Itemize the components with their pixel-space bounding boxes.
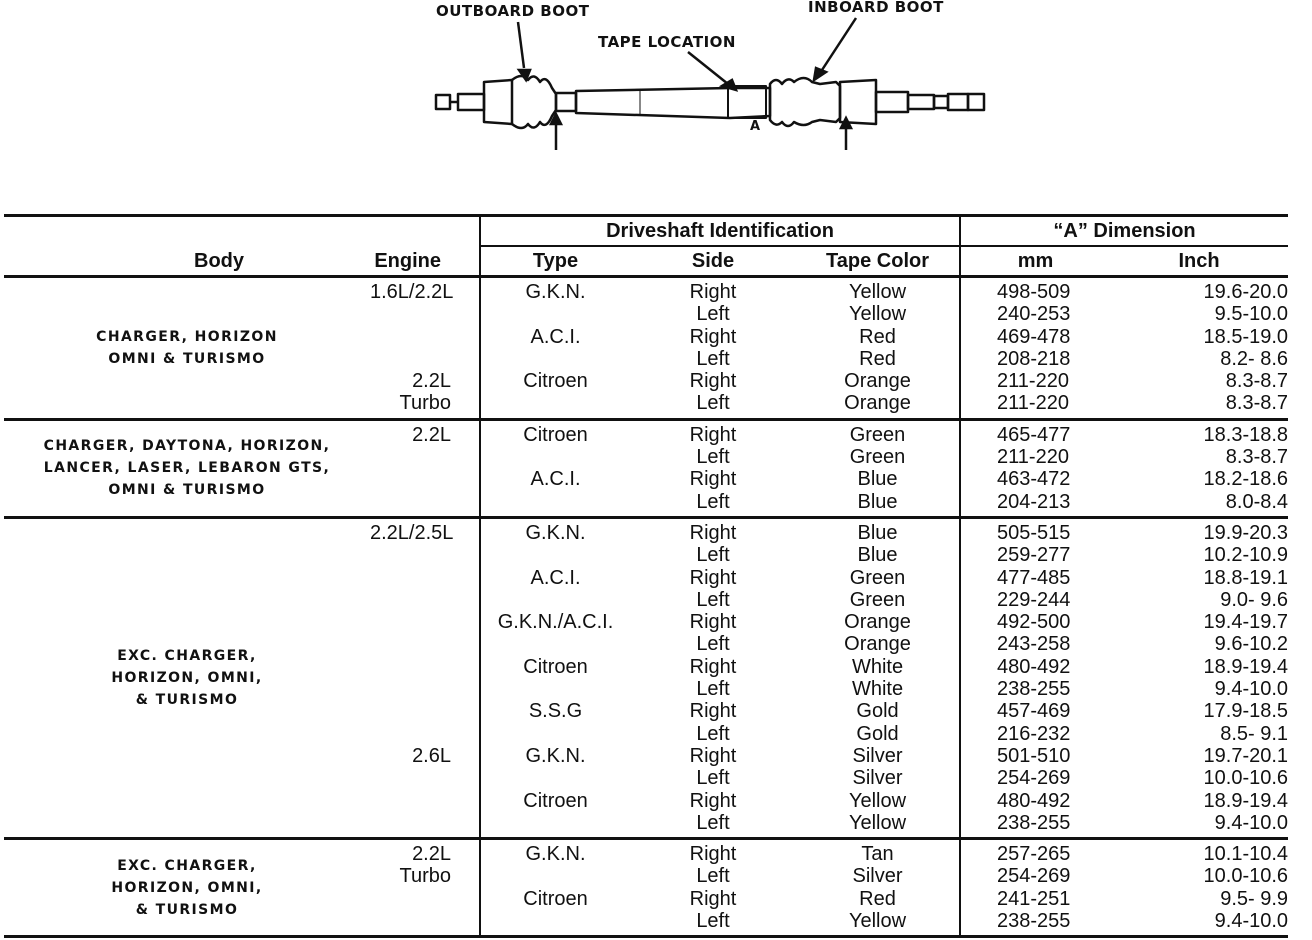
- cell-line: Right: [689, 281, 737, 303]
- cell-line: Left: [696, 446, 730, 469]
- cell-line: 465-477: [997, 423, 1071, 446]
- body-line: LANCER, LASER, LEBARON GTS,: [43, 460, 331, 477]
- side-cell: [630, 839, 796, 937]
- cell-line: G.K.N.: [525, 843, 586, 866]
- tape-color-header: Tape Color: [796, 246, 960, 277]
- cell-line: A.C.I.: [530, 468, 581, 491]
- cell-line: [370, 611, 451, 633]
- cell-line: 9.6-10.2: [1214, 633, 1289, 656]
- body-line: & TURISMO: [135, 901, 239, 918]
- cell-line: 8.3-8.7: [1225, 370, 1289, 393]
- cell-line: Right: [689, 423, 737, 446]
- cell-line: [370, 468, 451, 490]
- main-shaft: [576, 88, 770, 118]
- cell-line: [481, 589, 630, 611]
- driveshaft-diagram: [0, 0, 1312, 160]
- cell-line: Citroen: [523, 423, 588, 446]
- cell-line: [370, 812, 451, 834]
- cell-line: 18.5-19.0: [1203, 325, 1289, 348]
- cell-line: Orange: [844, 633, 911, 656]
- cell-line: [481, 678, 630, 700]
- cell-line: Left: [696, 910, 730, 933]
- cell-line: Tan: [861, 843, 894, 866]
- cell-line: Left: [696, 544, 730, 567]
- cell-line: [370, 700, 451, 722]
- cell-line: Green: [849, 566, 906, 589]
- engine-cell: [370, 419, 480, 517]
- table-row-group: [4, 517, 1288, 838]
- cell-line: 2.2L Turbo: [399, 843, 451, 888]
- mm-cell: [960, 517, 1110, 838]
- inch-cell: [1110, 839, 1288, 937]
- cell-line: 9.0- 9.6: [1220, 588, 1289, 611]
- type-cell: [480, 277, 630, 420]
- type-cell: [480, 419, 630, 517]
- cell-line: 19.4-19.7: [1203, 611, 1289, 634]
- cell-line: 18.8-19.1: [1203, 566, 1289, 589]
- body-line: & TURISMO: [135, 692, 239, 709]
- cell-line: 9.4-10.0: [1214, 811, 1289, 834]
- inboard-boot: [770, 78, 840, 126]
- cell-line: 501-510: [997, 744, 1071, 767]
- cell-line: Citroen: [523, 655, 588, 678]
- cell-line: Right: [689, 370, 737, 393]
- cell-line: 17.9-18.5: [1203, 700, 1289, 723]
- cell-line: 18.2-18.6: [1203, 468, 1289, 491]
- cell-line: White: [851, 655, 904, 678]
- cell-line: 10.0-10.6: [1203, 767, 1289, 790]
- cell-line: [370, 723, 451, 745]
- cell-line: Right: [689, 325, 737, 348]
- cell-line: 1.6L/2.2L: [370, 281, 454, 303]
- cell-line: Orange: [844, 370, 911, 393]
- cell-line: [481, 348, 630, 370]
- side-cell: [630, 277, 796, 420]
- cell-line: [481, 812, 630, 834]
- cell-line: Green: [849, 423, 906, 446]
- cell-line: 10.1-10.4: [1203, 843, 1289, 866]
- table-row-group: [4, 839, 1288, 937]
- cell-line: [370, 544, 451, 566]
- cell-line: [370, 446, 451, 468]
- cell-line: 9.4-10.0: [1214, 678, 1289, 701]
- cell-line: Yellow: [848, 811, 907, 834]
- body-header: Body: [4, 246, 370, 277]
- cell-line: 457-469: [997, 700, 1071, 723]
- cell-line: White: [851, 678, 904, 701]
- cell-line: [370, 910, 451, 932]
- tape-color-cell: [796, 839, 960, 937]
- cell-line: [370, 656, 451, 678]
- cell-line: Left: [696, 392, 730, 415]
- cell-line: [481, 767, 630, 789]
- a-dimension-header: “A” Dimension: [960, 216, 1288, 247]
- engine-cell: [370, 839, 480, 937]
- cell-line: 254-269: [997, 865, 1071, 888]
- cell-line: Left: [696, 865, 730, 888]
- cell-line: 238-255: [997, 678, 1071, 701]
- cell-line: 480-492: [997, 655, 1071, 678]
- cell-line: G.K.N.: [525, 281, 586, 303]
- cell-line: A.C.I.: [530, 566, 581, 589]
- spec-table: [4, 214, 1288, 938]
- cell-line: Yellow: [848, 281, 907, 303]
- cell-line: 2.6L: [412, 744, 451, 767]
- cell-line: Red: [859, 887, 896, 910]
- cell-line: Left: [696, 347, 730, 370]
- cell-line: 259-277: [997, 544, 1071, 567]
- cell-line: 480-492: [997, 789, 1071, 812]
- cell-line: Right: [689, 611, 737, 634]
- cell-line: [481, 723, 630, 745]
- cell-line: [481, 303, 630, 325]
- side-header: Side: [630, 246, 796, 277]
- cell-line: [481, 544, 630, 566]
- cell-line: Red: [859, 347, 896, 370]
- mm-cell: [960, 277, 1110, 420]
- cell-line: Right: [689, 700, 737, 723]
- side-cell: [630, 517, 796, 838]
- cell-line: [481, 491, 630, 513]
- cell-line: Right: [689, 655, 737, 678]
- cell-line: 238-255: [997, 910, 1071, 933]
- cell-line: [481, 446, 630, 468]
- cell-line: 211-220: [997, 446, 1069, 469]
- cell-line: Gold: [856, 722, 899, 745]
- cell-line: [370, 888, 451, 910]
- cell-line: Left: [696, 490, 730, 513]
- body-line: CHARGER, DAYTONA, HORIZON,: [43, 438, 331, 455]
- cell-line: Right: [689, 566, 737, 589]
- cell-line: 9.5- 9.9: [1220, 887, 1289, 910]
- cell-line: Left: [696, 767, 730, 790]
- cell-line: 257-265: [997, 843, 1071, 866]
- body-line: HORIZON, OMNI,: [111, 879, 263, 896]
- inch-header: Inch: [1110, 246, 1288, 277]
- cell-line: Orange: [844, 392, 911, 415]
- cell-line: 9.5-10.0: [1214, 303, 1289, 326]
- cell-line: 19.6-20.0: [1203, 281, 1289, 303]
- cell-line: 18.9-19.4: [1203, 789, 1289, 812]
- cell-line: [370, 633, 451, 655]
- body-line: OMNI & TURISMO: [108, 350, 266, 367]
- body-cell: [4, 419, 370, 517]
- type-cell: [480, 517, 630, 838]
- cell-line: 2.2L Turbo: [399, 370, 451, 415]
- cell-line: Blue: [857, 490, 898, 513]
- cell-line: [370, 678, 451, 700]
- cell-line: Gold: [856, 700, 899, 723]
- cell-line: 211-220: [997, 370, 1069, 393]
- cell-line: Left: [696, 588, 730, 611]
- cell-line: Silver: [852, 865, 903, 888]
- cell-line: Citroen: [523, 887, 588, 910]
- outboard-boot-label: OUTBOARD BOOT: [436, 2, 590, 20]
- cell-line: 498-509: [997, 281, 1071, 303]
- cell-line: Yellow: [848, 789, 907, 812]
- engine-cell: [370, 517, 480, 838]
- cell-line: [370, 326, 451, 348]
- cell-line: Orange: [844, 611, 911, 634]
- cell-line: 9.4-10.0: [1214, 910, 1289, 933]
- cell-line: 8.3-8.7: [1225, 446, 1289, 469]
- cell-line: [370, 589, 451, 611]
- cell-line: 18.9-19.4: [1203, 655, 1289, 678]
- driveshaft-identification-header: Driveshaft Identification: [480, 216, 960, 247]
- cell-line: 463-472: [997, 468, 1071, 491]
- cell-line: 8.3-8.7: [1225, 392, 1289, 415]
- cell-line: Yellow: [848, 303, 907, 326]
- cell-line: Right: [689, 789, 737, 812]
- cell-line: 241-251: [997, 887, 1071, 910]
- cell-line: Silver: [852, 767, 903, 790]
- body-line: EXC. CHARGER,: [117, 857, 257, 874]
- cell-line: 204-213: [997, 490, 1071, 513]
- driveshaft-drawing: [0, 0, 1312, 160]
- cell-line: G.K.N./A.C.I.: [497, 611, 614, 634]
- outboard-stub-shaft: [458, 94, 484, 110]
- cell-line: Citroen: [523, 370, 588, 393]
- table-row-group: [4, 419, 1288, 517]
- body-line: HORIZON, OMNI,: [111, 670, 263, 687]
- outboard-boot: [512, 76, 556, 128]
- cell-line: 8.5- 9.1: [1220, 722, 1289, 745]
- cell-line: G.K.N.: [525, 521, 586, 544]
- cell-line: Citroen: [523, 789, 588, 812]
- cell-line: Left: [696, 633, 730, 656]
- cell-line: Blue: [857, 521, 898, 544]
- body-cell: [4, 277, 370, 420]
- cell-line: 254-269: [997, 767, 1071, 790]
- cell-line: Right: [689, 521, 737, 544]
- cell-line: 216-232: [997, 722, 1071, 745]
- inch-cell: [1110, 277, 1288, 420]
- cell-line: 243-258: [997, 633, 1071, 656]
- type-cell: [480, 839, 630, 937]
- cell-line: 2.2L/2.5L: [370, 521, 454, 544]
- body-line: OMNI & TURISMO: [108, 482, 266, 499]
- cell-line: G.K.N.: [525, 744, 586, 767]
- cell-line: [481, 633, 630, 655]
- driveshaft-table: [4, 214, 1288, 938]
- mm-cell: [960, 839, 1110, 937]
- cell-line: 492-500: [997, 611, 1071, 634]
- cell-line: Left: [696, 678, 730, 701]
- mm-header: mm: [960, 246, 1110, 277]
- inch-cell: [1110, 419, 1288, 517]
- inch-cell: [1110, 517, 1288, 838]
- inboard-boot-label: INBOARD BOOT: [808, 0, 944, 16]
- cell-line: 19.9-20.3: [1203, 521, 1289, 544]
- cell-line: 19.7-20.1: [1203, 744, 1289, 767]
- cell-line: Green: [849, 588, 906, 611]
- outboard-stub-end: [436, 95, 450, 109]
- cell-line: Silver: [852, 744, 903, 767]
- cell-line: 2.2L: [412, 423, 451, 446]
- cell-line: [370, 348, 451, 370]
- cell-line: 10.2-10.9: [1203, 544, 1289, 567]
- cell-line: [370, 567, 451, 589]
- cell-line: Right: [689, 887, 737, 910]
- tape-location-label: TAPE LOCATION: [598, 33, 736, 51]
- tape-band: [728, 86, 766, 118]
- cell-line: [370, 767, 451, 789]
- cell-line: 10.0-10.6: [1203, 865, 1289, 888]
- cell-line: Left: [696, 811, 730, 834]
- body-cell: [4, 517, 370, 838]
- cell-line: Left: [696, 722, 730, 745]
- body-line: CHARGER, HORIZON: [96, 328, 278, 345]
- body-line: EXC. CHARGER,: [117, 648, 257, 665]
- cell-line: Green: [849, 446, 906, 469]
- tape-color-cell: [796, 517, 960, 838]
- cell-line: 229-244: [997, 588, 1071, 611]
- dimension-marker: A: [750, 119, 761, 134]
- cell-line: [481, 910, 630, 932]
- cell-line: 8.2- 8.6: [1220, 347, 1289, 370]
- cell-line: 477-485: [997, 566, 1071, 589]
- body-cell: [4, 839, 370, 937]
- cell-line: Blue: [857, 468, 898, 491]
- cell-line: 238-255: [997, 811, 1071, 834]
- cell-line: [370, 303, 451, 325]
- cell-line: 240-253: [997, 303, 1071, 326]
- cell-line: 469-478: [997, 325, 1071, 348]
- cell-line: [370, 790, 451, 812]
- inboard-stub-end: [968, 94, 984, 110]
- outboard-housing: [484, 80, 512, 124]
- cell-line: Right: [689, 843, 737, 866]
- cell-line: [481, 392, 630, 414]
- type-header: Type: [480, 246, 630, 277]
- engine-header: Engine: [370, 246, 480, 277]
- cell-line: Yellow: [848, 910, 907, 933]
- cell-line: [370, 491, 451, 513]
- cell-line: 211-220: [997, 392, 1069, 415]
- cell-line: [481, 865, 630, 887]
- cell-line: 208-218: [997, 347, 1071, 370]
- cell-line: A.C.I.: [530, 325, 581, 348]
- cell-line: Blue: [857, 544, 898, 567]
- cell-line: 18.3-18.8: [1203, 423, 1289, 446]
- cell-line: Right: [689, 744, 737, 767]
- tape-color-cell: [796, 277, 960, 420]
- tape-color-cell: [796, 419, 960, 517]
- cell-line: Right: [689, 468, 737, 491]
- table-row-group: [4, 277, 1288, 420]
- cell-line: 505-515: [997, 521, 1071, 544]
- engine-cell: [370, 277, 480, 420]
- mm-cell: [960, 419, 1110, 517]
- cell-line: Red: [859, 325, 896, 348]
- side-cell: [630, 419, 796, 517]
- cell-line: 8.0-8.4: [1225, 490, 1289, 513]
- cell-line: S.S.G: [528, 700, 583, 723]
- cell-line: Left: [696, 303, 730, 326]
